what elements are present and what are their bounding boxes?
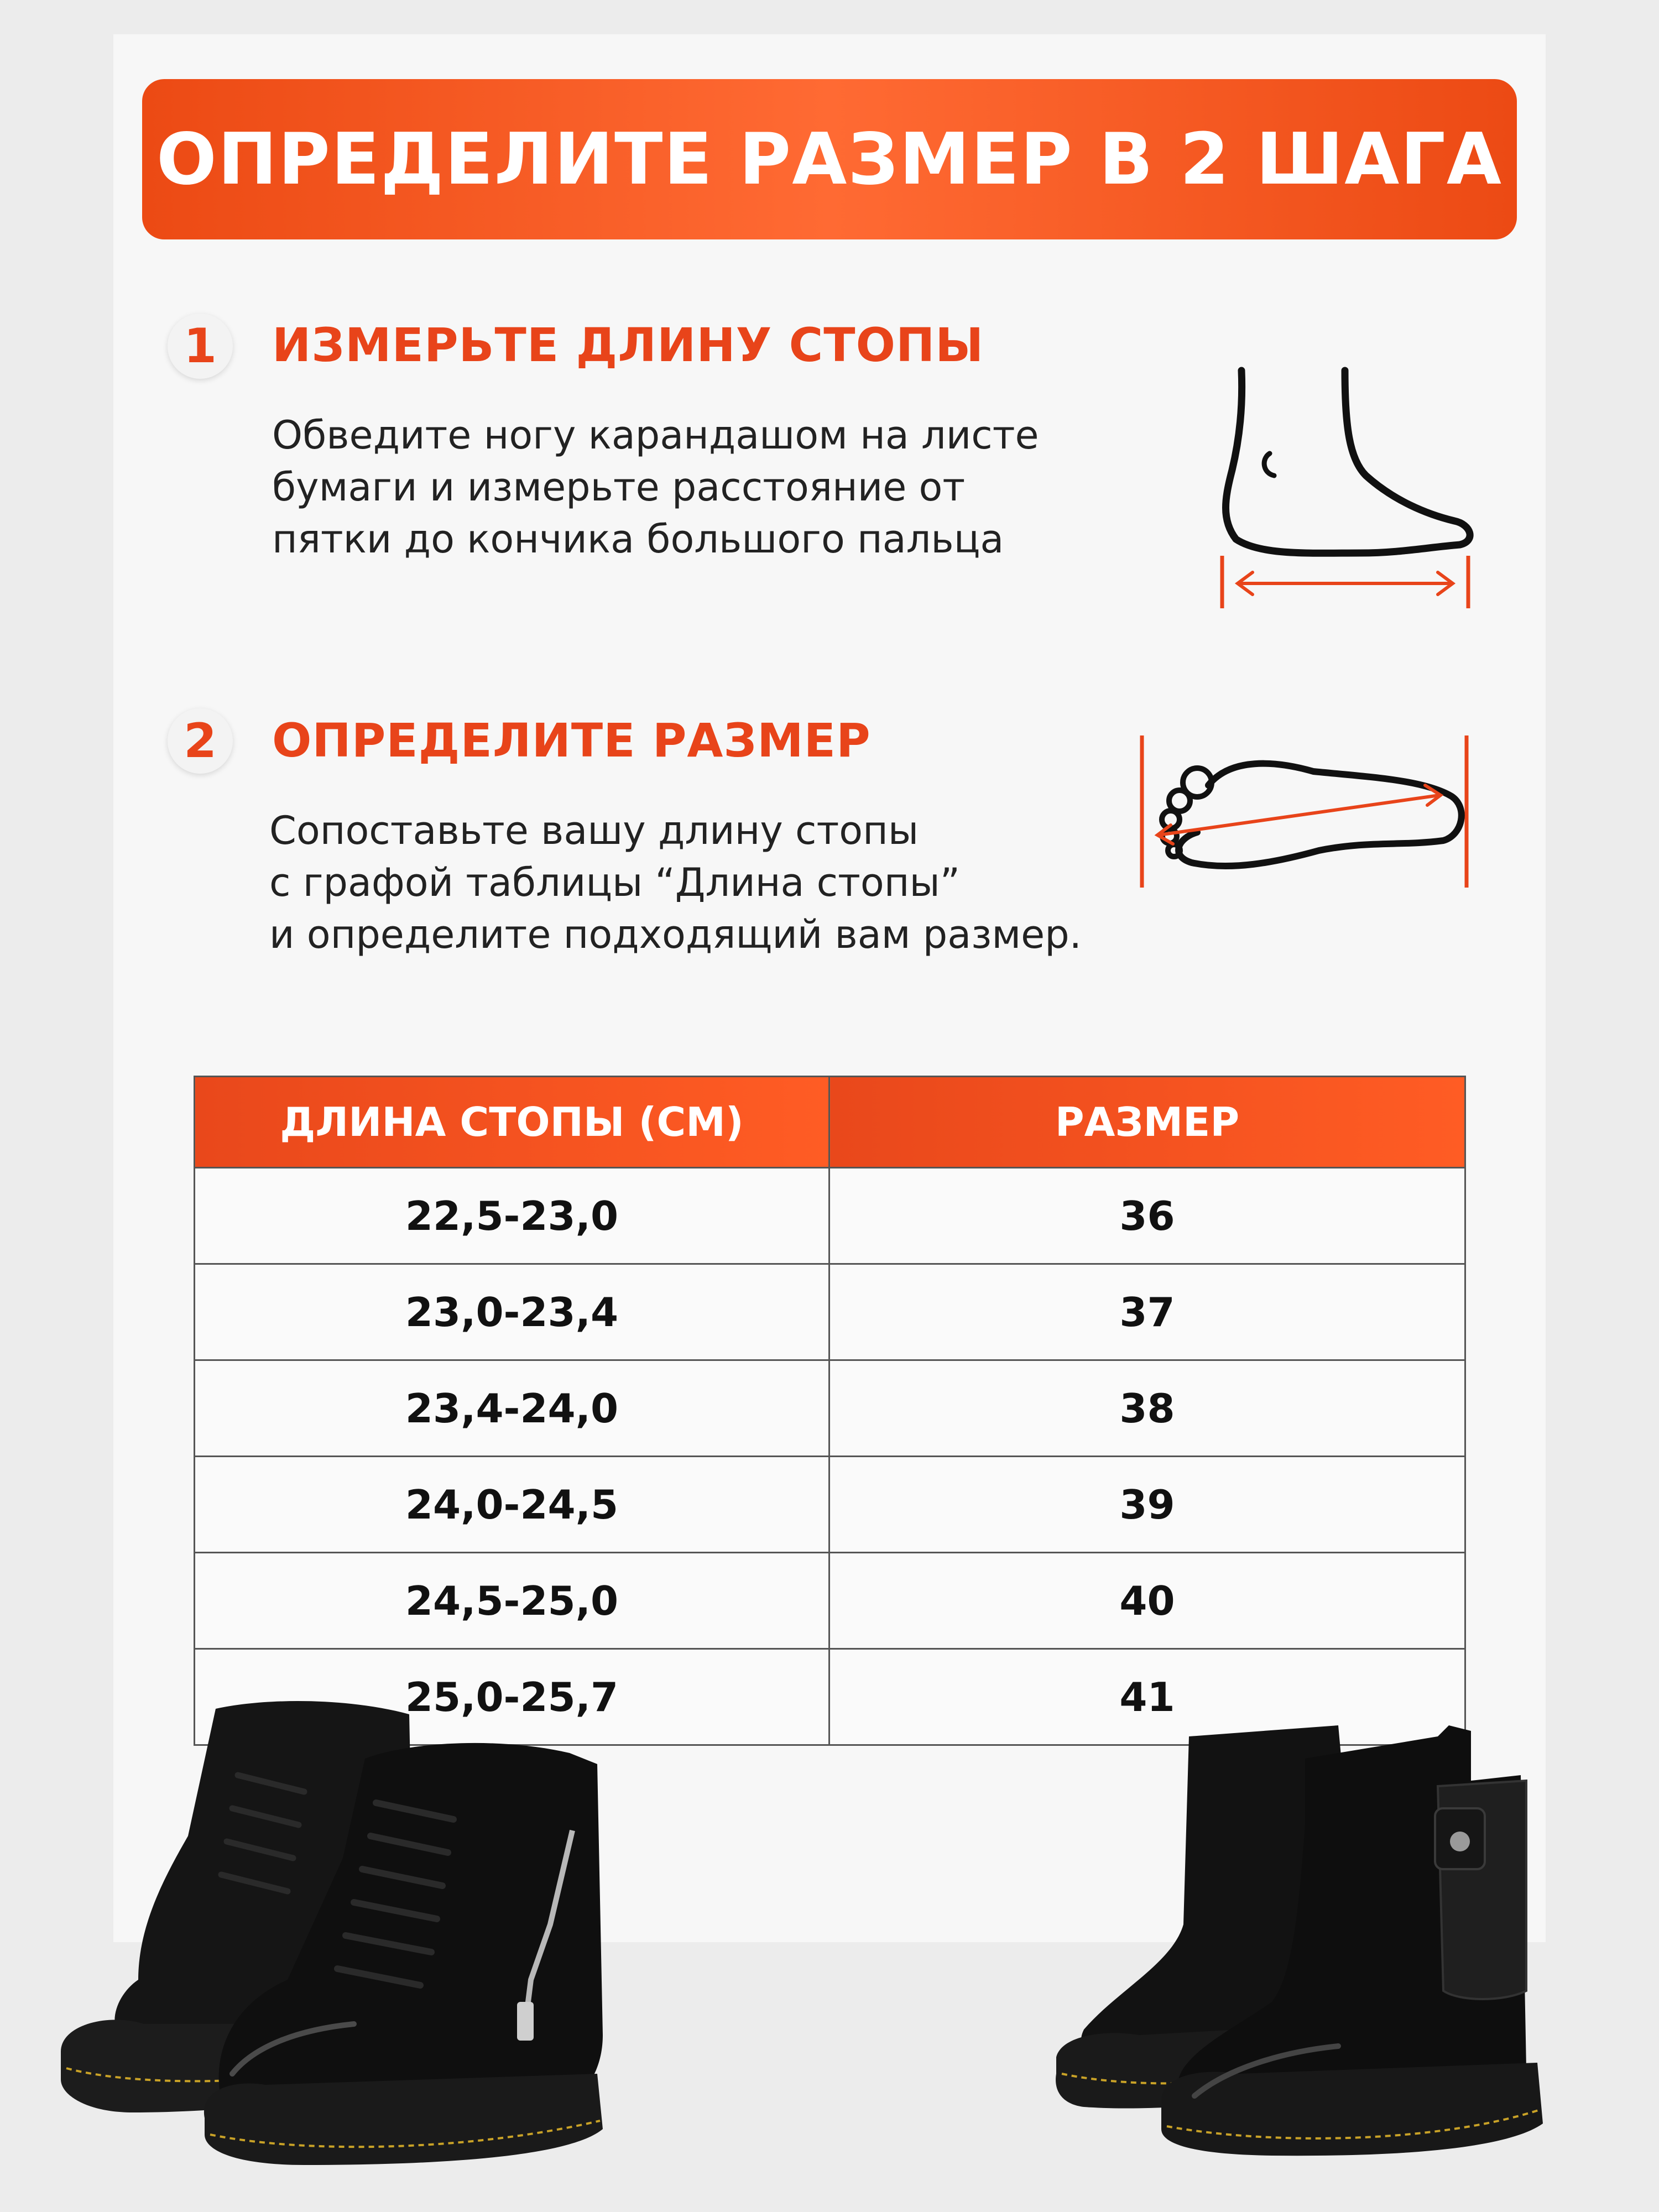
step-2-number: 2	[184, 713, 217, 769]
step-2-line: Сопоставьте вашу длину стопы	[269, 808, 919, 853]
lace-up-boot-photo	[55, 1692, 619, 2168]
foot-length-cell: 23,0-23,4	[195, 1264, 830, 1360]
foot-length-cell: 24,0-24,5	[195, 1457, 830, 1553]
step-1-number: 1	[184, 319, 217, 374]
step-2-title: ОПРЕДЕЛИТЕ РАЗМЕР	[272, 713, 871, 768]
chelsea-boot-photo	[1051, 1714, 1548, 2157]
title-banner	[142, 79, 1517, 239]
step-1-badge	[168, 314, 233, 379]
size-cell: 41	[830, 1649, 1465, 1745]
foot-length-cell: 22,5-23,0	[195, 1168, 830, 1264]
table-row	[195, 1264, 1465, 1360]
header-size: РАЗМЕР	[830, 1077, 1465, 1168]
foot-length-cell: 23,4-24,0	[195, 1360, 830, 1457]
step-1-description	[272, 409, 1039, 565]
table-row	[195, 1553, 1465, 1649]
header-foot-length: ДЛИНА СТОПЫ (СМ)	[195, 1077, 830, 1168]
size-cell: 39	[830, 1457, 1465, 1553]
step-1-line: Обведите ногу карандашом на листе	[272, 413, 1039, 458]
step-2-line: и определите подходящий вам размер.	[269, 912, 1082, 957]
size-cell: 40	[830, 1553, 1465, 1649]
size-cell: 38	[830, 1360, 1465, 1457]
size-cell: 36	[830, 1168, 1465, 1264]
step-1-line: бумаги и измерьте расстояние от	[272, 465, 966, 510]
foot-length-cell: 24,5-25,0	[195, 1553, 830, 1649]
foot-side-icon	[1217, 365, 1477, 608]
foot-sole-icon	[1136, 730, 1479, 890]
page-title: ОПРЕДЕЛИТЕ РАЗМЕР В 2 ШАГА	[156, 118, 1503, 201]
step-1-title: ИЗМЕРЬТЕ ДЛИНУ СТОПЫ	[272, 318, 984, 372]
step-2-badge	[168, 708, 233, 774]
table-row	[195, 1168, 1465, 1264]
table-row	[195, 1457, 1465, 1553]
step-2-description	[269, 805, 1082, 961]
step-1-line: пятки до кончика большого пальца	[272, 517, 1004, 562]
table-row	[195, 1360, 1465, 1457]
foot-length-cell: 25,0-25,7	[195, 1649, 830, 1745]
table-header-row	[195, 1077, 1465, 1168]
size-table	[194, 1076, 1466, 1746]
size-cell: 37	[830, 1264, 1465, 1360]
step-2-line: с графой таблицы “Длина стопы”	[269, 860, 960, 905]
